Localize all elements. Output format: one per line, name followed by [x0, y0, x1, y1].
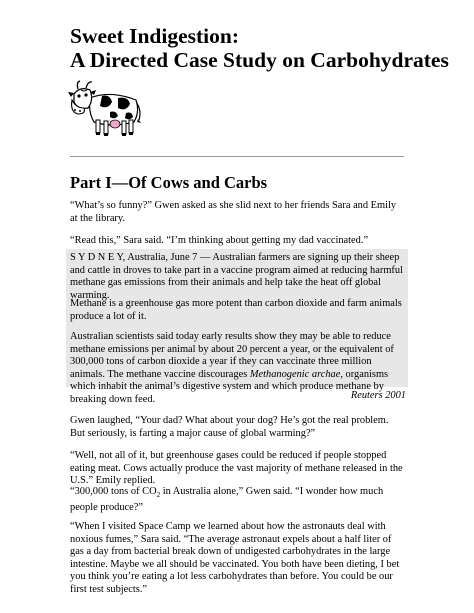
news-paragraph-3-text: Australian scientists said today early results show they may be able to reduce methane emissions per animal by about 20 percent a year, or the equivalent of 300,000 tons of carbon dioxide a year if they can vaccinate three million animals. The methane vaccine discourages [70, 331, 394, 380]
paragraph-3: Gwen laughed, “Your dad? What about your dog? He’s got the real problem. But seriously, is farting a major cause of global warming?” [70, 415, 389, 439]
organism-name: Methanogenic archae [249, 368, 341, 380]
paragraph-2: “Read this,” Sara said. “I’m thinking about getting my dad vaccinated.” [70, 235, 369, 246]
subscript-2: 2 [156, 491, 161, 500]
paragraph-1: “What’s so funny?” Gwen asked as she slid next to her friends Sara and Emily at the library. [70, 200, 397, 224]
section-heading: Part I—Of Cows and Carbs [70, 173, 268, 192]
paragraph-4: “Well, not all of it, but greenhouse gases could be reduced if people stopped eating meat. Cows actually produce the vast majority of methane released in the U.S.” Emily replied. [70, 450, 403, 487]
section-divider [70, 156, 404, 157]
paragraph-5 [70, 486, 406, 514]
news-paragraph-3-end: , organisms which inhabit the animal’s digestive system and which produce methane by breaking down feed. [70, 368, 389, 405]
document-title [70, 24, 449, 72]
title-line-1: Sweet Indigestion: [70, 24, 240, 48]
paragraph-5-end: in Australia alone,” Gwen said. “I wonder how much people produce?” [70, 486, 384, 513]
cow-illustration [66, 80, 144, 140]
paragraph-5-text: “300,000 tons of CO [70, 486, 157, 497]
paragraph-6: “When I visited Space Camp we learned about how the astronauts deal with noxious fumes,” Sara said. “The average astronaut expels about a half liter of gas a day from bacterial break down of undigested carbohydrates in the large intestine. Maybe we all should be vaccinated. You both have been dieting, I bet you think you’re eating a lot less carbohydrates than before. You could be our first test subjects.” [70, 521, 400, 595]
news-paragraph-2 [70, 298, 406, 323]
news-paragraph-1: S Y D N E Y, Australia, June 7 — Australian farmers are signing up their sheep and cattle in droves to take part in a vaccine program aimed at reducing harmful methane gas emissions from their animals and help take the heat off global warming. [70, 252, 403, 301]
news-paragraph-2-text: Methane is a greenhouse gas more potent than carbon dioxide and farm animals produce a lot of it. [70, 298, 402, 322]
title-line-2: A Directed Case Study on Carbohydrates [70, 48, 449, 72]
news-source: Reuters 2001 [350, 390, 406, 401]
